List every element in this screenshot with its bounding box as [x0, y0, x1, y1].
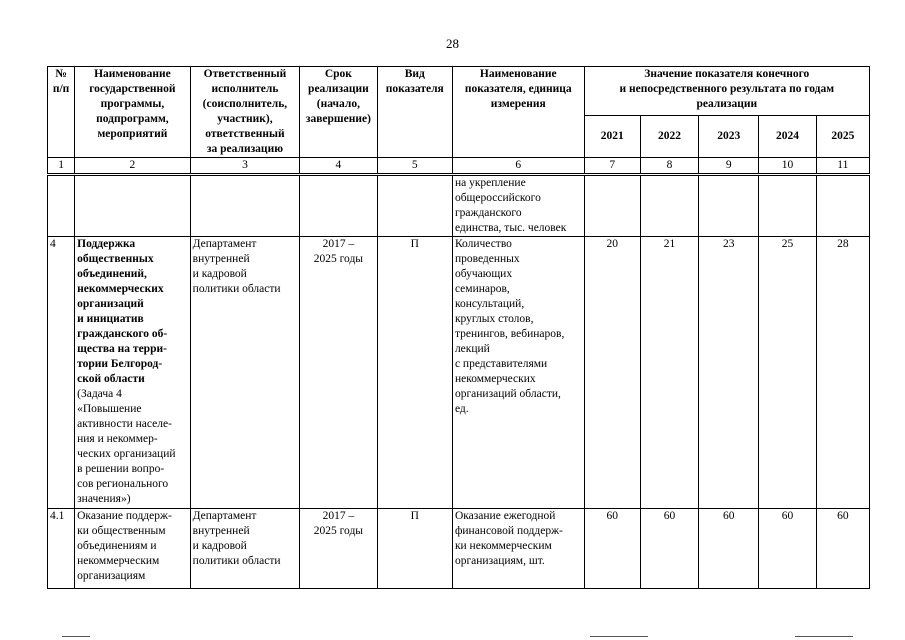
table-row — [48, 509, 870, 589]
value-2023 — [699, 175, 759, 237]
column-number: 11 — [816, 158, 869, 175]
value-2021: 20 — [584, 237, 640, 509]
header-year-2022: 2022 — [640, 115, 698, 157]
header-year-2025: 2025 — [816, 115, 869, 157]
indicator-type: П — [377, 237, 452, 509]
indicator-name: Количество проведенных обучающих семинаров, консультаций, круглых столов, тренингов, вебинаров, лекций с представителями некоммерческих организаций области, ед. — [452, 237, 584, 509]
column-number: 8 — [640, 158, 698, 175]
scan-edge-line — [62, 636, 90, 637]
period — [300, 175, 377, 237]
table-row — [48, 237, 870, 509]
value-2024: 60 — [759, 509, 816, 589]
indicator-type — [377, 175, 452, 237]
column-number: 6 — [452, 158, 584, 175]
header-year-2024: 2024 — [759, 115, 816, 157]
header-year-2023: 2023 — [699, 115, 759, 157]
executor: Департамент внутренней и кадровой политики области — [190, 237, 300, 509]
value-2025: 60 — [816, 509, 869, 589]
program-name: Оказание поддерж- ки общественным объединениям и некоммерческим организациям — [75, 509, 191, 589]
value-2023: 23 — [699, 237, 759, 509]
value-2022: 60 — [640, 509, 698, 589]
column-number: 1 — [48, 158, 75, 175]
indicator-type: П — [377, 509, 452, 589]
header-period: Срок реализации (начало, завершение) — [300, 67, 377, 158]
row-number: 4 — [48, 237, 75, 509]
column-number: 5 — [377, 158, 452, 175]
row-number: 4.1 — [48, 509, 75, 589]
header-values-group: Значение показателя конечного и непосредственного результата по годам реализации — [584, 67, 869, 116]
column-number: 4 — [300, 158, 377, 175]
executor — [190, 175, 300, 237]
value-2022: 21 — [640, 237, 698, 509]
table-row — [48, 175, 870, 237]
period: 2017 – 2025 годы — [300, 509, 377, 589]
header-executor: Ответственный исполнитель (соисполнитель, участник), ответственный за реализацию — [190, 67, 300, 158]
value-2021 — [584, 175, 640, 237]
column-number: 2 — [75, 158, 191, 175]
period: 2017 – 2025 годы — [300, 237, 377, 509]
column-number: 7 — [584, 158, 640, 175]
header-indicator-name: Наименование показателя, единица измерения — [452, 67, 584, 158]
value-2024 — [759, 175, 816, 237]
header-year-2021: 2021 — [584, 115, 640, 157]
column-number: 9 — [699, 158, 759, 175]
program-name: Поддержка общественных объединений, некоммерческих организаций и инициатив гражданского об- щества на терри- тории Белгород- ской области (Задача 4 «Повышение активности населе- ния и некоммер- ческих организаций в решении вопро- сов регионального значения») — [75, 237, 191, 509]
indicators-table — [47, 66, 870, 589]
row-number — [48, 175, 75, 237]
value-2025: 28 — [816, 237, 869, 509]
column-number: 3 — [190, 158, 300, 175]
value-2023: 60 — [699, 509, 759, 589]
executor: Департамент внутренней и кадровой политики области — [190, 509, 300, 589]
scan-edge-line — [795, 636, 853, 637]
header-program-name: Наименование государственной программы, подпрограмм, мероприятий — [75, 67, 191, 158]
header-indicator-type: Вид показателя — [377, 67, 452, 158]
column-number: 10 — [759, 158, 816, 175]
value-2022 — [640, 175, 698, 237]
value-2024: 25 — [759, 237, 816, 509]
value-2021: 60 — [584, 509, 640, 589]
header-number: № п/п — [48, 67, 75, 158]
indicator-name: на укрепление общероссийского гражданского единства, тыс. человек — [452, 175, 584, 237]
column-numbers-row — [48, 158, 870, 175]
value-2025 — [816, 175, 869, 237]
scan-edge-line — [590, 636, 648, 637]
indicator-name: Оказание ежегодной финансовой поддерж- ки некоммерческим организациям, шт. — [452, 509, 584, 589]
page-number: 28 — [446, 36, 459, 51]
program-name — [75, 175, 191, 237]
